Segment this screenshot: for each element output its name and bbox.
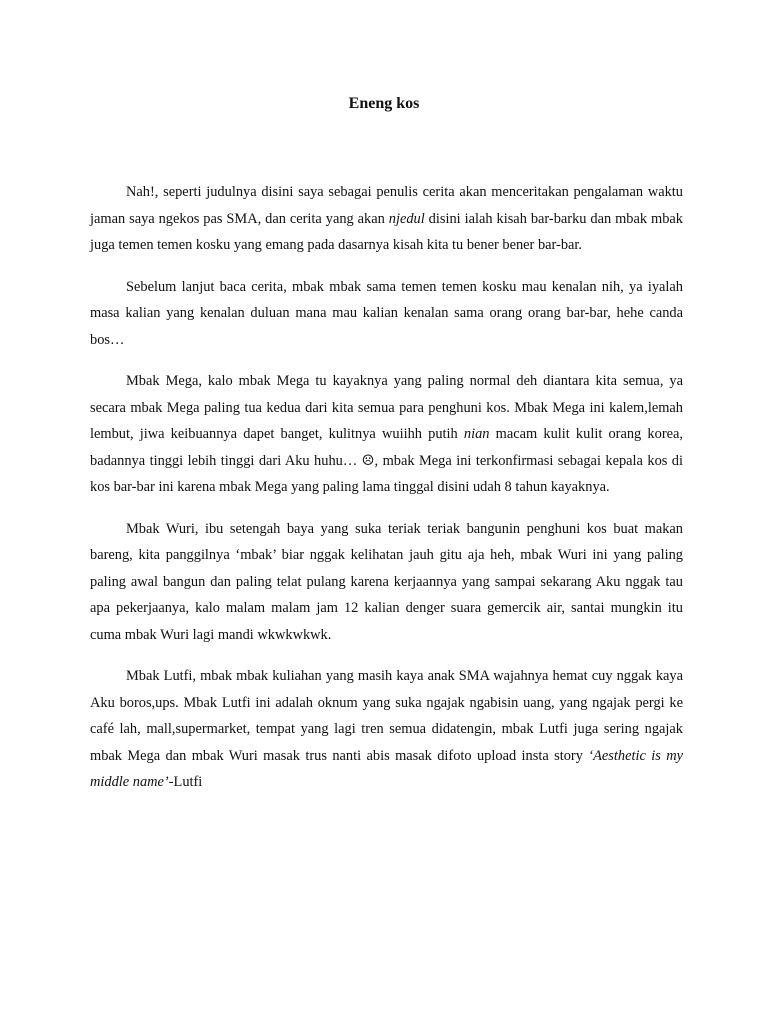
document-title: Eneng kos (348, 95, 420, 112)
paragraph-1 (90, 179, 683, 259)
document-body (90, 179, 683, 796)
paragraph-text: Mbak Mega, kalo mbak Mega tu kayaknya yang paling normal deh diantara kita semua, ya secara mbak Mega paling tua kedua dari kita semua para penghuni kos. Mbak Mega ini kalem,lemah lembut, jiwa keibuannya dapet banget, kulitnya wuiihh putih (90, 373, 683, 442)
paragraph-3 (90, 368, 683, 501)
paragraph-text: Nah!, seperti judulnya disini saya sebagai penulis cerita akan menceritakan pengalaman waktu jaman saya ngekos pas SMA, dan cerita yang akan (90, 184, 683, 227)
italic-text: njedul (388, 210, 425, 227)
italic-text: nian (463, 426, 490, 442)
italic-text: ‘Aesthetic is my middle name’ (90, 747, 684, 790)
paragraph-text: disini ialah kisah bar-barku dan mbak mbak juga temen temen kosku yang emang pada dasarnya kisah kita tu bener bener bar-bar. (90, 210, 683, 253)
paragraph-text: Mbak Lutfi, mbak mbak kuliahan yang masih kaya anak SMA wajahnya hemat cuy nggak kaya Aku boros,ups. Mbak Lutfi ini adalah oknum yang suka ngajak ngabisin uang, yang ngajak pergi ke café lah, mall,supermarket, tempat yang lagi tren semua didatengin, mbak Lutfi juga sering ngajak mbak Mega dan mbak Wuri masak trus nanti abis masak difoto upload insta story (90, 668, 683, 764)
paragraph-5 (90, 663, 683, 796)
paragraph-2 (90, 274, 683, 354)
paragraph-text: Mbak Wuri, ibu setengah baya yang suka teriak teriak bangunin penghuni kos buat makan bareng, kita panggilnya ‘mbak’ biar nggak kelihatan jauh gitu aja heh, mbak Wuri ini yang paling paling awal bangun dan paling telat pulang karena kerjaannya yang sampai sekarang Aku nggak tau apa pekerjaanya, kalo malam malam jam 12 kalian denger suara gemercik air, santai mungkin itu cuma mbak Wuri lagi mandi wkwkwkwk. (90, 520, 683, 643)
paragraph-4 (90, 516, 683, 649)
paragraph-text: Sebelum lanjut baca cerita, mbak mbak sama temen temen kosku mau kenalan nih, ya iyalah masa kalian yang kenalan duluan mana mau kalian kenalan sama orang orang bar-bar, hehe canda bos… (90, 278, 683, 348)
paragraph-text: macam kulit kulit orang korea, badannya tinggi lebih tinggi dari Aku huhu… ☹, mbak Mega ini terkonfirmasi sebagai kepala kos di kos bar-bar ini karena mbak Mega yang paling lama tinggal disini udah 8 tahun kayaknya. (90, 426, 683, 495)
paragraph-text: -Lutfi (168, 774, 203, 790)
